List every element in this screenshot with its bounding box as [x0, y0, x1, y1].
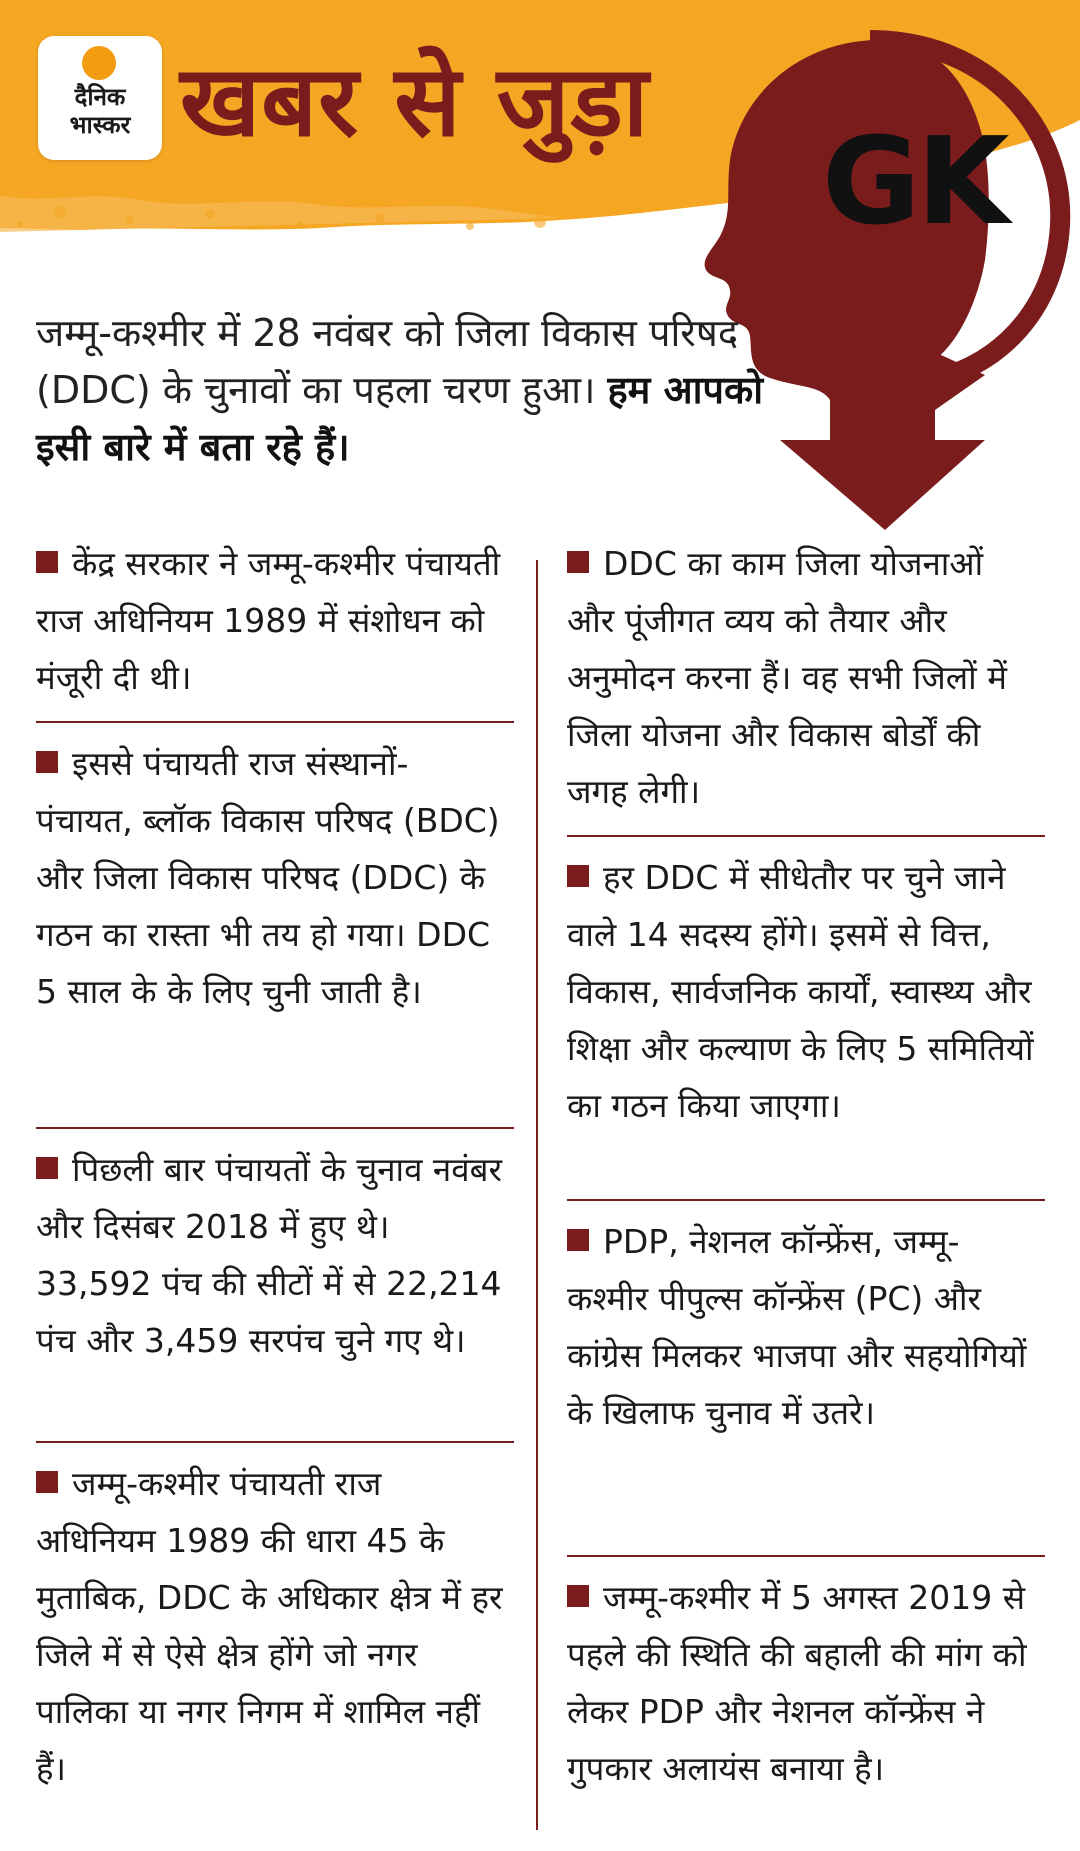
logo-text-line2: भास्कर: [69, 111, 131, 139]
bullet-icon: [36, 751, 58, 773]
logo-sun-icon: [82, 46, 116, 80]
left-item-1: [36, 535, 506, 706]
column-divider: [536, 560, 538, 1830]
left-item-3: [36, 1141, 506, 1369]
divider: [36, 721, 514, 723]
bullet-icon: [36, 1157, 58, 1179]
right-item-1: [567, 535, 1037, 820]
brand-logo: [38, 36, 162, 160]
bullet-icon: [36, 551, 58, 573]
right-item-3-text: PDP, नेशनल कॉन्फ्रेंस, जम्मू-कश्मीर पीपुल्स कॉन्फ्रेंस (PC) और कांग्रेस मिलकर भाजपा और सहयोगियों के खिलाफ चुनाव में उतरे।: [567, 1222, 1027, 1432]
divider: [567, 835, 1045, 837]
bullet-icon: [567, 1229, 589, 1251]
divider: [567, 1199, 1045, 1201]
bullet-icon: [567, 551, 589, 573]
gk-badge: GK: [822, 113, 1006, 252]
page-title: खबर से जुड़ा: [180, 45, 650, 159]
left-item-1-text: केंद्र सरकार ने जम्मू-कश्मीर पंचायती राज अधिनियम 1989 में संशोधन को मंजूरी दी थी।: [36, 544, 501, 697]
right-item-2-text: हर DDC में सीधेतौर पर चुने जाने वाले 14 सदस्य होंगे। इसमें से वित्त, विकास, सार्वजनिक कार्यों, स्वास्थ्य और शिक्षा और कल्याण के लिए 5 समितियों का गठन किया जाएगा।: [567, 858, 1034, 1125]
bullet-icon: [567, 1585, 589, 1607]
right-item-2: [567, 849, 1037, 1134]
left-item-3-text: पिछली बार पंचायतों के चुनाव नवंबर और दिसंबर 2018 में हुए थे। 33,592 पंच की सीटों में से 22,214 पंच और 3,459 सरपंच चुने गए थे।: [36, 1150, 502, 1360]
divider: [36, 1127, 514, 1129]
right-item-4: [567, 1569, 1037, 1797]
right-item-4-text: जम्मू-कश्मीर में 5 अगस्त 2019 से पहले की स्थिति की बहाली की मांग को लेकर PDP और नेशनल कॉन्फ्रेंस ने गुपकार अलायंस बनाया है।: [567, 1578, 1027, 1788]
intro-bold-text: हम आपको इसी बारे में बता रहे हैं।: [36, 368, 764, 469]
bullet-icon: [567, 865, 589, 887]
divider: [567, 1555, 1045, 1557]
left-item-4: [36, 1455, 506, 1797]
left-item-2: [36, 735, 506, 1020]
left-item-4-text: जम्मू-कश्मीर पंचायती राज अधिनियम 1989 की धारा 45 के मुताबिक, DDC के अधिकार क्षेत्र में हर जिले में से ऐसे क्षेत्र होंगे जो नगर पालिका या नगर निगम में शामिल नहीं हैं।: [36, 1464, 503, 1788]
right-item-3: [567, 1213, 1037, 1441]
left-item-2-text: इससे पंचायती राज संस्थानों- पंचायत, ब्लॉक विकास परिषद (BDC) और जिला विकास परिषद (DDC) के गठन का रास्ता भी तय हो गया। DDC 5 साल के के लिए चुनी जाती है।: [36, 744, 500, 1011]
logo-text-line1: दैनिक: [74, 83, 126, 111]
intro-paragraph: [36, 305, 796, 476]
divider: [36, 1441, 514, 1443]
intro-text: जम्मू-कश्मीर में 28 नवंबर को जिला विकास परिषद (DDC) के चुनावों का पहला चरण हुआ।: [36, 311, 738, 412]
bullet-icon: [36, 1471, 58, 1493]
right-item-1-text: DDC का काम जिला योजनाओं और पूंजीगत व्यय को तैयार और अनुमोदन करना हैं। वह सभी जिलों में जिला योजना और विकास बोर्डों की जगह लेगी।: [567, 544, 1007, 811]
